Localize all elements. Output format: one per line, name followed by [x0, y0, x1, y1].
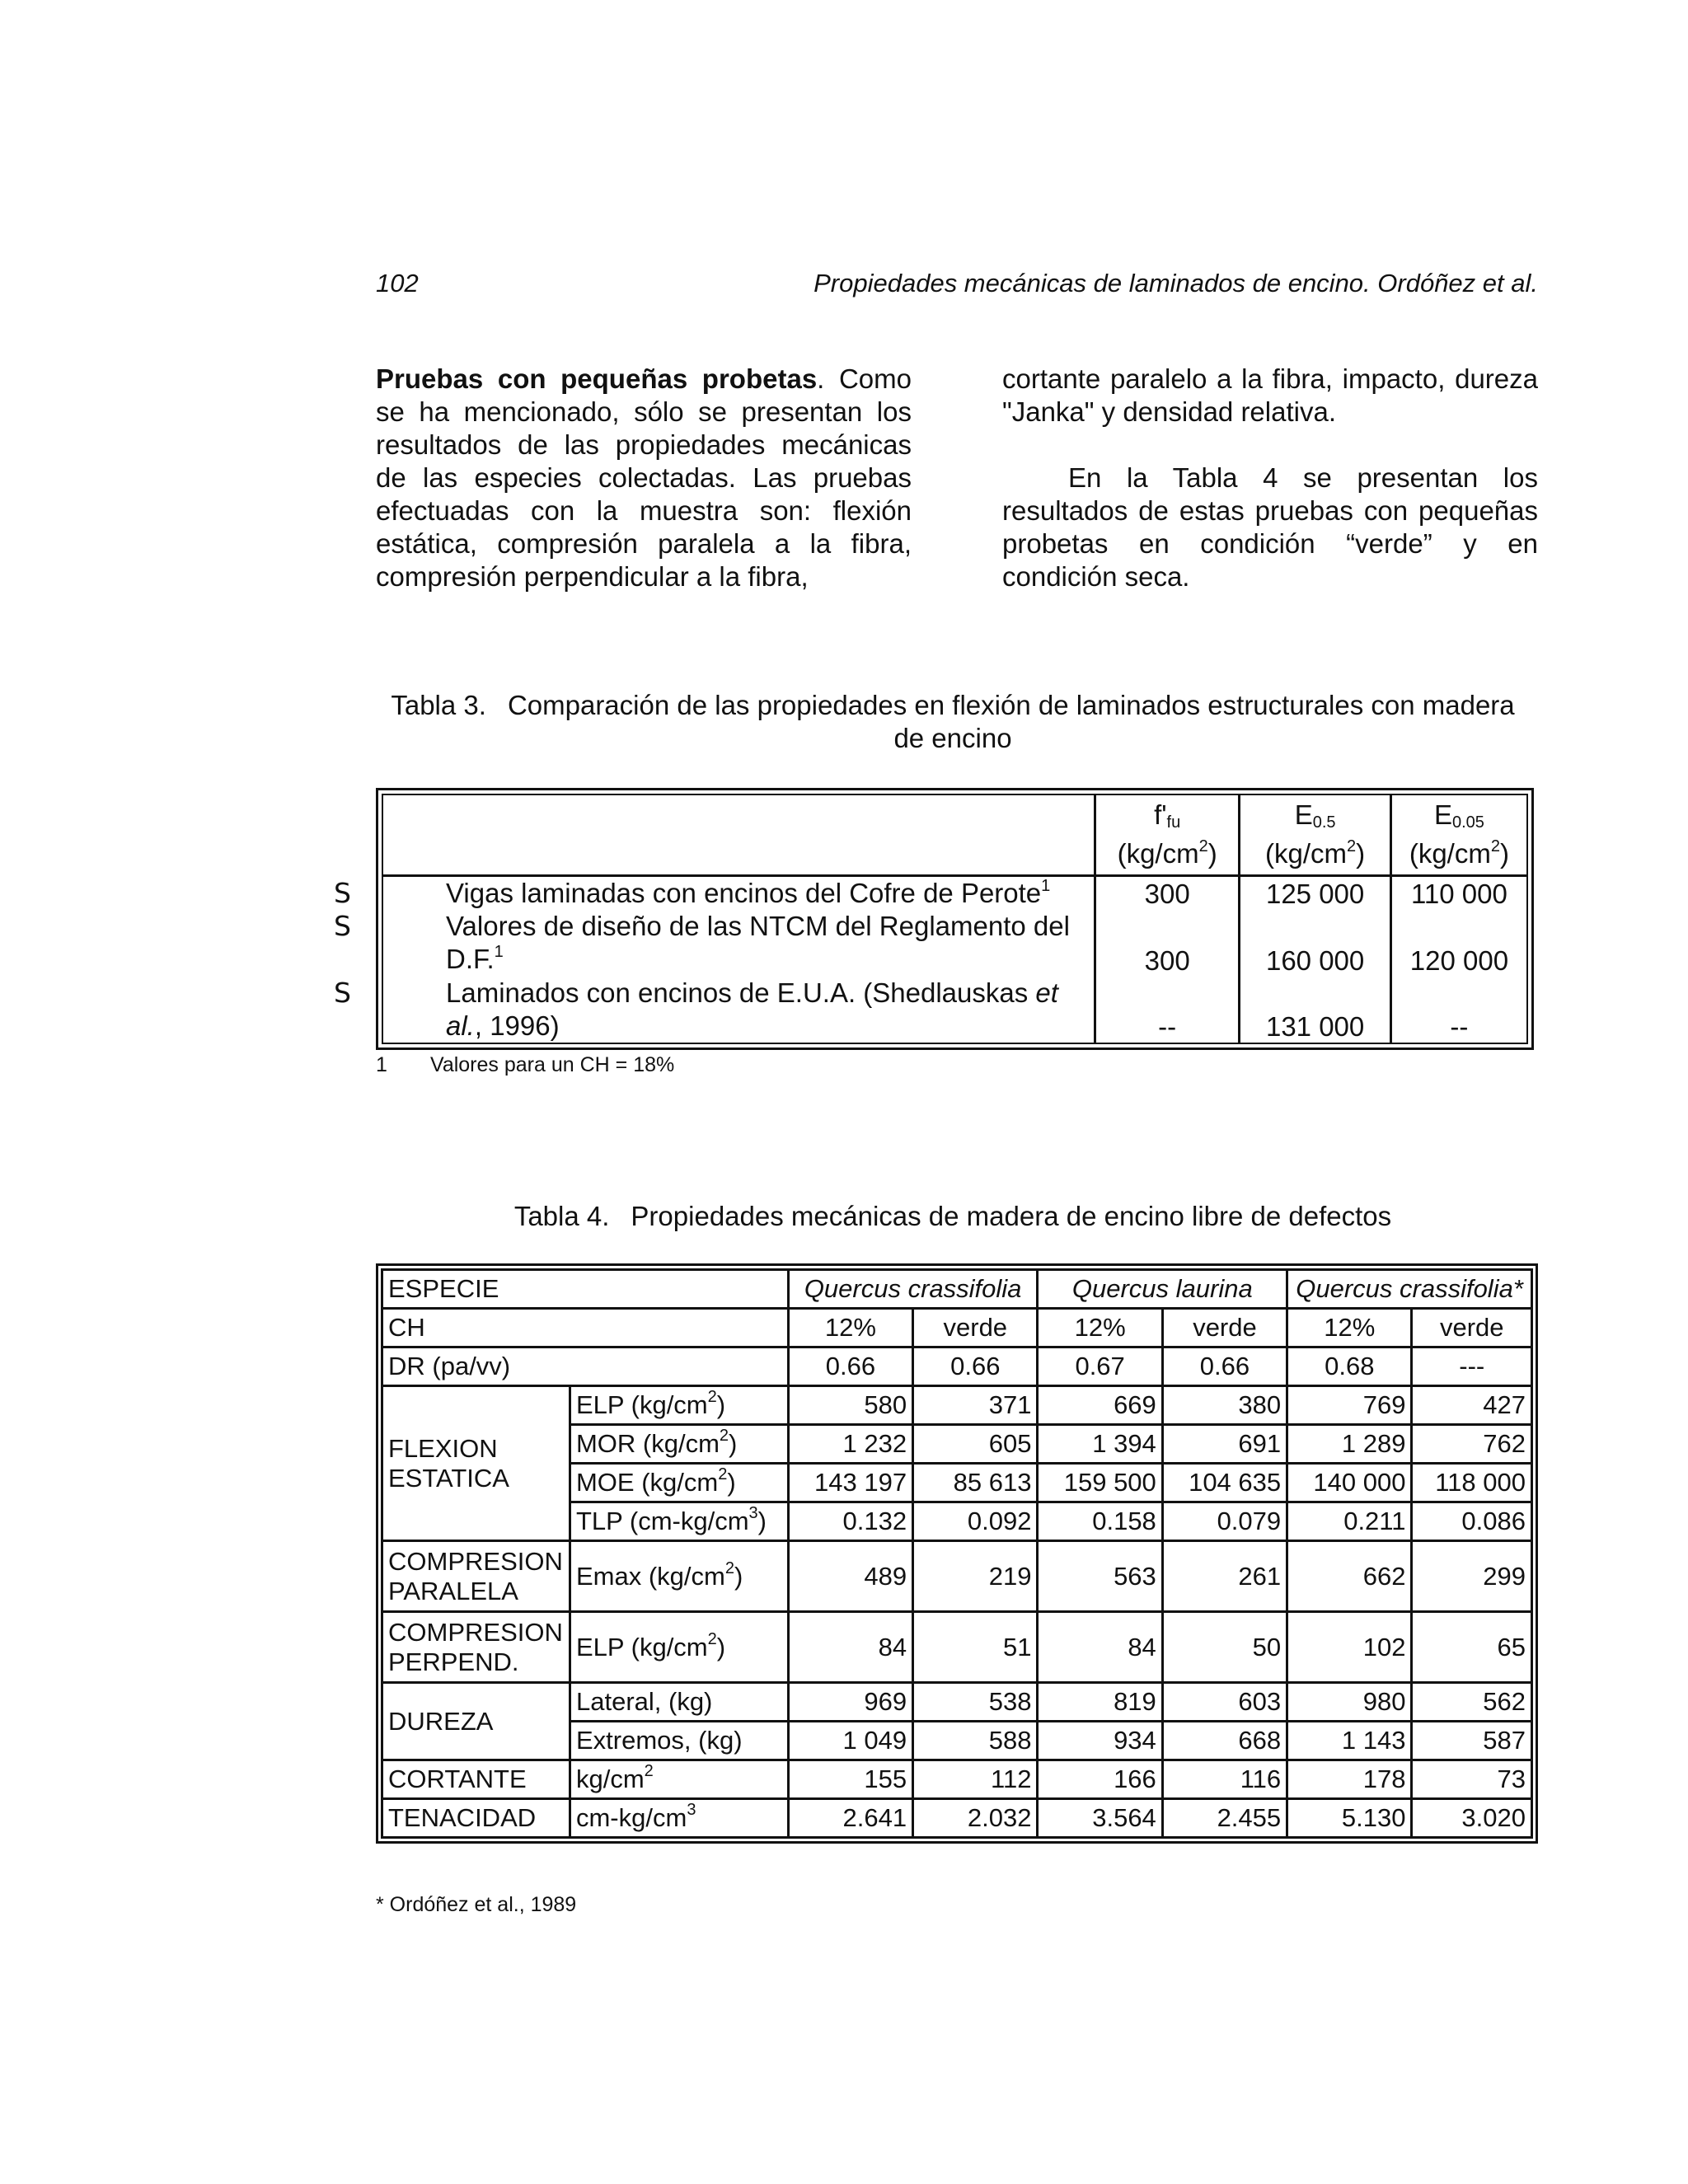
value-cell: 2.455 — [1162, 1799, 1287, 1838]
table3-value: -- — [1390, 977, 1527, 1043]
group-label: FLEXION ESTATICA — [382, 1386, 570, 1541]
table3-row-label — [334, 875, 1095, 910]
value-cell: 669 — [1038, 1386, 1162, 1425]
header-close: ) — [1207, 838, 1217, 869]
group-label: COMPRESION PARALELA — [382, 1541, 570, 1612]
value-cell: 84 — [788, 1612, 912, 1683]
value-cell: 819 — [1038, 1683, 1162, 1722]
value-cell: 143 197 — [788, 1464, 912, 1502]
property-label — [570, 1799, 788, 1838]
section-heading: Pruebas con pequeñas probetas — [376, 363, 818, 394]
table4-label: Tabla 4. — [513, 1201, 610, 1231]
value-cell: 159 500 — [1038, 1464, 1162, 1502]
property-name: MOE (kg/cm — [575, 1468, 719, 1497]
header-close: ) — [1356, 838, 1366, 869]
table-row — [382, 1612, 1532, 1683]
row-tail: , 1996) — [474, 1010, 560, 1041]
ch-value: verde — [913, 1309, 1038, 1347]
table3-value: 110 000 — [1390, 875, 1527, 910]
value-cell: 1 049 — [788, 1722, 912, 1760]
dr-value: 0.66 — [788, 1347, 912, 1386]
ch-value: verde — [1412, 1309, 1532, 1347]
group-label: TENACIDAD — [382, 1799, 570, 1838]
table4-caption — [376, 1200, 1530, 1233]
ch-value: 12% — [788, 1309, 912, 1347]
header-superscript: 2 — [1490, 837, 1500, 856]
header-unit: (kg/cm — [1265, 838, 1348, 869]
value-cell: 73 — [1412, 1760, 1532, 1799]
value-cell: 261 — [1162, 1541, 1287, 1612]
value-cell: 0.092 — [913, 1502, 1038, 1541]
row-italic: et al. — [446, 977, 1058, 1041]
table-row — [382, 1309, 1532, 1347]
ch-label: CH — [382, 1309, 789, 1347]
page-number: 102 — [376, 269, 419, 298]
value-cell: 587 — [1412, 1722, 1532, 1760]
row-text: Valores de diseño de las NTCM del Reglamento del D.F. — [446, 911, 1070, 975]
table3-row-label — [334, 976, 1095, 1043]
value-cell: 769 — [1287, 1386, 1412, 1425]
value-cell: 603 — [1162, 1683, 1287, 1722]
ch-value: 12% — [1287, 1309, 1412, 1347]
value-cell: 299 — [1412, 1541, 1532, 1612]
especie-label: ESPECIE — [382, 1270, 789, 1309]
property-name: MOR (kg/cm — [575, 1429, 720, 1458]
value-cell: 219 — [913, 1541, 1038, 1612]
property-name: kg/cm — [575, 1765, 645, 1793]
property-close: ) — [729, 1429, 738, 1458]
unit-exponent: 3 — [687, 1801, 696, 1819]
table4 — [376, 1263, 1538, 1844]
left-paragraph-text: . Como se ha mencionado, sólo se presentan los resultados de las propiedades mecánicas de las especies colectadas. Las pruebas efectuadas con la muestra son: flexión estática, compresión paralela a la fibra, compresión perpendicular a la fibra, — [376, 363, 912, 592]
value-cell: 166 — [1038, 1760, 1162, 1799]
header-unit: (kg/cm — [1409, 838, 1491, 869]
value-cell: 562 — [1412, 1683, 1532, 1722]
dr-value: 0.67 — [1038, 1347, 1162, 1386]
property-close: ) — [734, 1561, 743, 1591]
value-cell: 691 — [1162, 1425, 1287, 1464]
value-cell: 489 — [788, 1541, 912, 1612]
property-close: ) — [716, 1632, 726, 1661]
property-label — [570, 1425, 788, 1464]
value-cell: 5.130 — [1287, 1799, 1412, 1838]
value-cell: 0.132 — [788, 1502, 912, 1541]
value-cell: 0.086 — [1412, 1502, 1532, 1541]
unit-exponent: 2 — [707, 1388, 717, 1406]
table3-value: 125 000 — [1240, 875, 1390, 910]
species-header: Quercus crassifolia — [788, 1270, 1038, 1309]
value-cell: 1 394 — [1038, 1425, 1162, 1464]
value-cell: 51 — [913, 1612, 1038, 1683]
value-cell: 155 — [788, 1760, 912, 1799]
property-name: Emax (kg/cm — [575, 1561, 725, 1591]
header-subscript: 0.05 — [1451, 813, 1484, 832]
table3-value: 300 — [1095, 910, 1240, 976]
property-label — [570, 1612, 788, 1683]
left-column — [376, 363, 912, 593]
dr-value: 0.66 — [1162, 1347, 1287, 1386]
value-cell: 65 — [1412, 1612, 1532, 1683]
ch-value: 12% — [1038, 1309, 1162, 1347]
table4-footnote: * Ordóñez et al., 1989 — [376, 1893, 577, 1916]
dr-value: 0.66 — [913, 1347, 1038, 1386]
value-cell: 0.158 — [1038, 1502, 1162, 1541]
group-label: CORTANTE — [382, 1760, 570, 1799]
dr-value: 0.68 — [1287, 1347, 1412, 1386]
value-cell: 371 — [913, 1386, 1038, 1425]
value-cell: 969 — [788, 1683, 912, 1722]
table3-value: 160 000 — [1240, 910, 1390, 976]
table3-footnote-mark: 1 — [376, 1053, 387, 1076]
row-footnote-mark: 1 — [494, 943, 504, 962]
value-cell: 762 — [1412, 1425, 1532, 1464]
row-text: Laminados con encinos de E.U.A. (Shedlauskas — [446, 977, 1036, 1008]
table3-label: Tabla 3. — [391, 690, 486, 720]
header-subscript: 0.5 — [1312, 813, 1336, 832]
running-title: Propiedades mecánicas de laminados de encino. Ordóñez et al. — [814, 269, 1538, 298]
value-cell: 50 — [1162, 1612, 1287, 1683]
table3-footnote-text: Valores para un CH = 18% — [430, 1053, 675, 1076]
value-cell: 538 — [913, 1683, 1038, 1722]
value-cell: 85 613 — [913, 1464, 1038, 1502]
right-paragraph-2: En la Tabla 4 se presentan los resultados de estas pruebas con pequeñas probetas en condición “verde” y en condición seca. — [1002, 462, 1538, 592]
value-cell: 380 — [1162, 1386, 1287, 1425]
value-cell: 934 — [1038, 1722, 1162, 1760]
property-label — [570, 1760, 788, 1799]
value-cell: 662 — [1287, 1541, 1412, 1612]
header-subscript: fu — [1166, 813, 1181, 832]
property-label — [570, 1683, 788, 1722]
value-cell: 112 — [913, 1760, 1038, 1799]
table-row — [382, 1270, 1532, 1309]
property-name: Extremos, (kg) — [575, 1726, 743, 1755]
table3-header-cell — [1240, 794, 1390, 875]
row-text: Vigas laminadas con encinos del Cofre de Perote — [446, 877, 1042, 908]
header-unit: (kg/cm — [1117, 838, 1199, 869]
header-symbol: E — [1433, 799, 1452, 831]
table3-header-blank — [382, 794, 1095, 875]
group-label: COMPRESION PERPEND. — [382, 1612, 570, 1683]
value-cell: 116 — [1162, 1760, 1287, 1799]
group-label: DUREZA — [382, 1683, 570, 1760]
property-name: ELP (kg/cm — [575, 1390, 708, 1419]
unit-exponent: 2 — [707, 1629, 717, 1648]
row-footnote-mark: 1 — [1041, 876, 1051, 895]
unit-exponent: 3 — [748, 1504, 758, 1522]
table-row — [382, 1541, 1532, 1612]
value-cell: 1 232 — [788, 1425, 912, 1464]
value-cell: 588 — [913, 1722, 1038, 1760]
property-close: ) — [727, 1468, 736, 1497]
value-cell: 2.641 — [788, 1799, 912, 1838]
right-paragraph-1: cortante paralelo a la fibra, impacto, dureza "Janka" y densidad relativa. — [1002, 363, 1538, 427]
table-row — [382, 875, 1527, 910]
table-row — [382, 1347, 1532, 1386]
left-paragraph — [376, 363, 912, 593]
bullet-mark: S — [334, 910, 351, 943]
property-label — [570, 1722, 788, 1760]
table-row — [382, 1386, 1532, 1425]
value-cell: 3.020 — [1412, 1799, 1532, 1838]
value-cell: 84 — [1038, 1612, 1162, 1683]
unit-exponent: 2 — [644, 1762, 654, 1780]
table-row — [382, 1760, 1532, 1799]
value-cell: 140 000 — [1287, 1464, 1412, 1502]
table-row — [382, 1799, 1532, 1838]
property-name: ELP (kg/cm — [575, 1632, 708, 1661]
value-cell: 980 — [1287, 1683, 1412, 1722]
table3-value: 300 — [1095, 875, 1240, 910]
value-cell: 102 — [1287, 1612, 1412, 1683]
value-cell: 563 — [1038, 1541, 1162, 1612]
header-superscript: 2 — [1347, 837, 1357, 856]
property-name: TLP (cm-kg/cm — [575, 1507, 749, 1535]
dr-value: --- — [1412, 1347, 1532, 1386]
ch-value: verde — [1162, 1309, 1287, 1347]
dr-label: DR (pa/vv) — [382, 1347, 789, 1386]
property-close: ) — [716, 1390, 726, 1419]
value-cell: 427 — [1412, 1386, 1532, 1425]
bullet-mark: S — [334, 976, 351, 1009]
value-cell: 1 289 — [1287, 1425, 1412, 1464]
header-superscript: 2 — [1198, 837, 1208, 856]
table-row — [382, 910, 1527, 976]
header-close: ) — [1499, 838, 1509, 869]
table3-value: -- — [1095, 977, 1240, 1043]
value-cell: 668 — [1162, 1722, 1287, 1760]
property-name: Lateral, (kg) — [575, 1687, 713, 1716]
value-cell: 104 635 — [1162, 1464, 1287, 1502]
table3-value: 131 000 — [1240, 977, 1390, 1043]
unit-exponent: 2 — [724, 1558, 734, 1577]
unit-exponent: 2 — [718, 1465, 728, 1483]
table3-header-cell — [1390, 794, 1527, 875]
property-label — [570, 1502, 788, 1541]
unit-exponent: 2 — [719, 1427, 729, 1445]
table3-caption — [376, 689, 1530, 755]
table3-caption-text: Comparación de las propiedades en flexión de laminados estructurales con madera de encino — [507, 690, 1515, 753]
species-header: Quercus crassifolia* — [1287, 1270, 1532, 1309]
value-cell: 178 — [1287, 1760, 1412, 1799]
value-cell: 1 143 — [1287, 1722, 1412, 1760]
value-cell: 2.032 — [913, 1799, 1038, 1838]
property-label — [570, 1386, 788, 1425]
value-cell: 3.564 — [1038, 1799, 1162, 1838]
table3-value: 120 000 — [1390, 910, 1527, 976]
header-symbol: E — [1294, 799, 1313, 831]
table4-caption-text: Propiedades mecánicas de madera de encino libre de defectos — [631, 1201, 1392, 1231]
value-cell: 0.211 — [1287, 1502, 1412, 1541]
table3-header-row — [382, 794, 1527, 875]
bullet-mark: S — [334, 876, 351, 909]
table3 — [334, 788, 1534, 1050]
table3-row-label — [334, 910, 1095, 976]
value-cell: 118 000 — [1412, 1464, 1532, 1502]
table3-header-cell — [1095, 794, 1240, 875]
table3-footnote — [376, 1053, 674, 1077]
right-column — [1002, 363, 1538, 593]
species-header: Quercus laurina — [1038, 1270, 1287, 1309]
table3-grid — [334, 794, 1528, 1044]
table-row — [382, 1683, 1532, 1722]
table-row — [382, 977, 1527, 1043]
header-symbol: f' — [1154, 799, 1167, 831]
value-cell: 0.079 — [1162, 1502, 1287, 1541]
property-name: cm-kg/cm — [575, 1803, 687, 1832]
value-cell: 605 — [913, 1425, 1038, 1464]
property-close: ) — [757, 1507, 767, 1535]
property-label — [570, 1541, 788, 1612]
table4-grid — [381, 1268, 1533, 1839]
property-label — [570, 1464, 788, 1502]
value-cell: 580 — [788, 1386, 912, 1425]
